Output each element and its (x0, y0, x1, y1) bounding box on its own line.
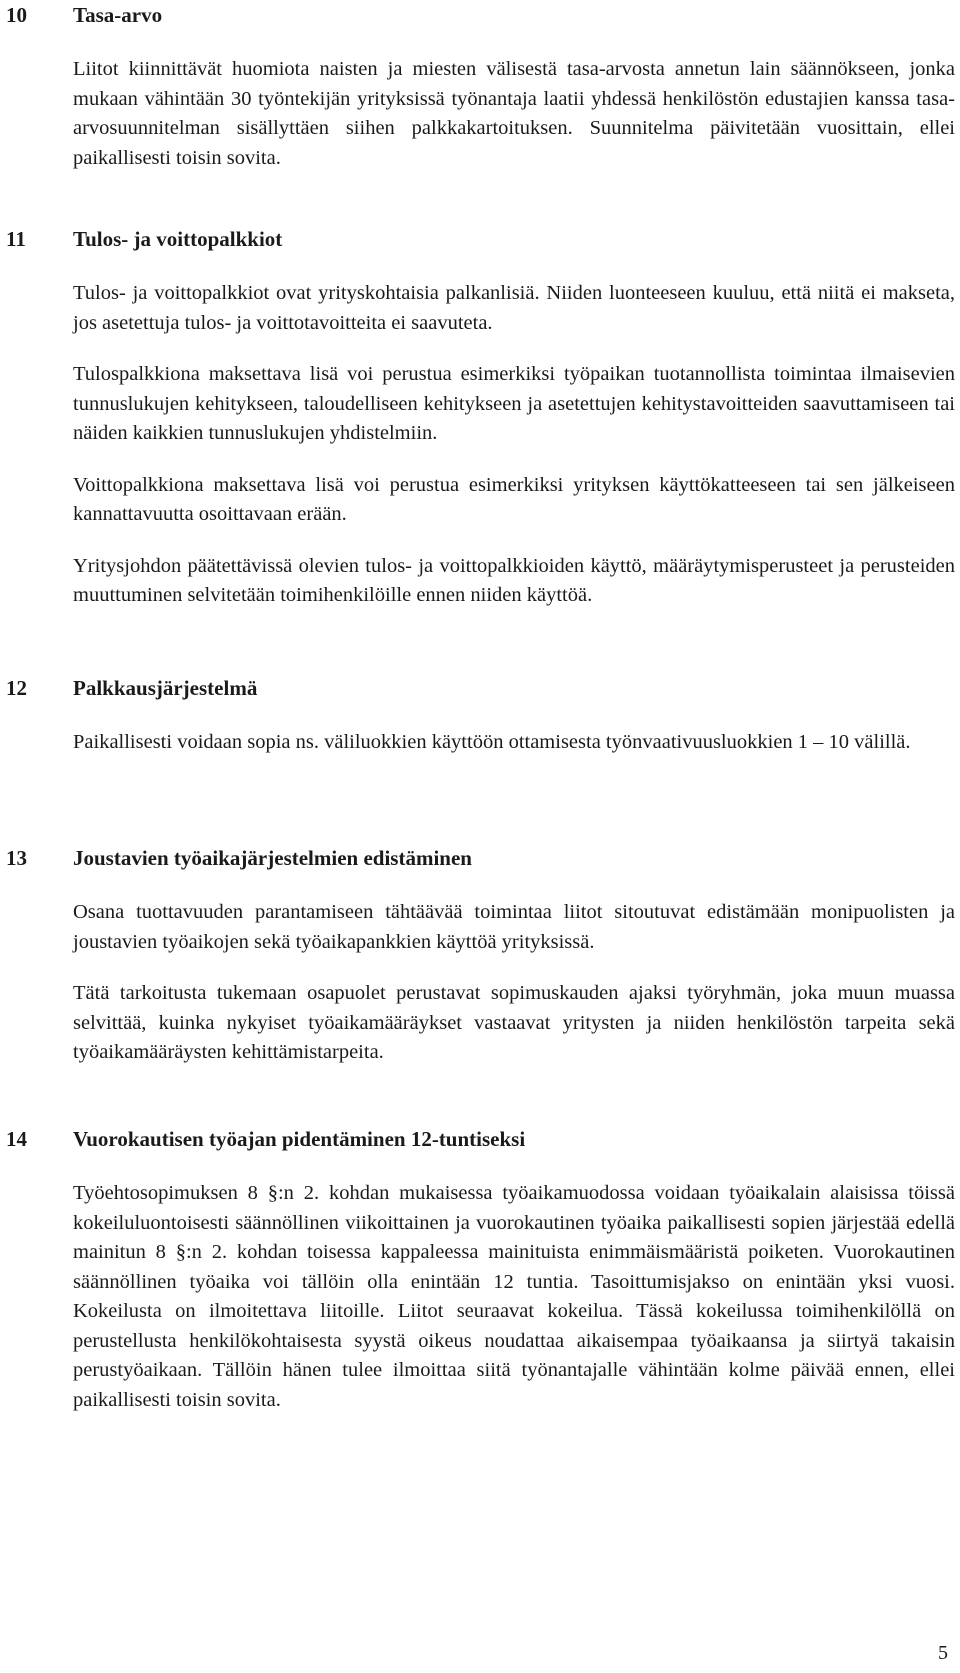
section-number: 12 (6, 676, 27, 700)
section-14 (0, 1124, 960, 1415)
section-number: 11 (6, 227, 26, 251)
section-number: 10 (6, 3, 27, 27)
section-heading (0, 0, 960, 30)
section-heading (0, 224, 960, 254)
page-number: 5 (938, 1642, 948, 1664)
section-number: 14 (6, 1127, 27, 1151)
paragraph: Työehtosopimuksen 8 §:n 2. kohdan mukaisessa työaikamuodossa voidaan työaikalain alaisissa töissä kokeiluluontoisesti säännöllinen viikoittainen ja vuorokautinen työaika paikallisesti sopien järjestää edellä mainitun 8 §:n 2. kohdan toisessa kappaleessa mainituista enimmäismääristä poiketen. Vuorokautinen säännöllinen työaika voi tällöin olla enintään 12 tuntia. Tasoittumisjakso on enintään yksi vuosi. Kokeilusta on ilmoitettava liitoille. Liitot seuraavat kokeilua. Tässä kokeilussa toimihenkilöllä on perustellusta henkilökohtaisesta syystä oikeus noudattaa aikaisempaa työaikaansa ja siirtyä takaisin perustyöaikaan. Tällöin hänen tulee ilmoittaa siitä työnantajalle vähintään kolme päivää ennen, ellei paikallisesti toisin sovita. (73, 1182, 955, 1411)
section-12 (0, 673, 960, 758)
paragraph: Tulos- ja voittopalkkiot ovat yrityskohtaisia palkanlisiä. Niiden luonteeseen kuuluu, että niitä ei makseta, jos asetettuja tulos- ja voittotavoitteita ei saavuteta. (73, 282, 955, 334)
section-title: Tasa-arvo (73, 3, 163, 27)
paragraph: Paikallisesti voidaan sopia ns. väliluokkien käyttöön ottamisesta työnvaativuusluokkien 1 – 10 välillä. (73, 731, 911, 753)
paragraph: Voittopalkkiona maksettava lisä voi perustua esimerkiksi yrityksen käyttökatteeseen tai sen jälkeiseen kannattavuutta osoittavaan erään. (73, 473, 955, 525)
paragraph: Yritysjohdon päätettävissä olevien tulos- ja voittopalkkioiden käyttö, määräytymisperusteet ja perusteiden muuttuminen selvitetään toimihenkilöille ennen niiden käyttöä. (73, 554, 955, 606)
section-heading (0, 1124, 960, 1154)
section-title: Vuorokautisen työajan pidentäminen 12-tuntiseksi (73, 1127, 526, 1151)
section-heading (0, 673, 960, 703)
section-11 (0, 224, 960, 611)
section-13 (0, 843, 960, 1068)
section-heading (0, 843, 960, 873)
section-number: 13 (6, 846, 27, 870)
section-title: Tulos- ja voittopalkkiot (73, 227, 283, 251)
paragraph: Osana tuottavuuden parantamiseen tähtäävää toimintaa liitot sitoutuvat edistämään monipuolisten ja joustavien työaikojen sekä työaikapankkien käyttöä yrityksissä. (73, 901, 955, 953)
paragraph: Tulospalkkiona maksettava lisä voi perustua esimerkiksi työpaikan tuotannollista toimintaa ilmaisevien tunnuslukujen kehitykseen, taloudelliseen kehitykseen ja asetettujen kehitystavoitteiden saavuttamiseen tai näiden kaikkien tunnuslukujen yhdistelmiin. (73, 363, 955, 444)
section-10 (0, 0, 960, 173)
paragraph: Tätä tarkoitusta tukemaan osapuolet perustavat sopimuskauden ajaksi työryhmän, joka muun muassa selvittää, kuinka nykyiset työaikamääräykset vastaavat yritysten ja niiden henkilöstön tarpeita sekä työaikamääräysten kehittämistarpeita. (73, 982, 955, 1063)
paragraph: Liitot kiinnittävät huomiota naisten ja miesten välisestä tasa-arvosta annetun lain säännökseen, jonka mukaan vähintään 30 työntekijän yrityksissä työnantaja laatii yhdessä henkilöstön edustajien kanssa tasa-arvosuunnitelman sisällyttäen siihen palkkakartoituksen. Suunnitelma päivitetään vuosittain, ellei paikallisesti toisin sovita. (73, 58, 955, 169)
section-title: Joustavien työaikajärjestelmien edistäminen (73, 846, 472, 870)
section-title: Palkkausjärjestelmä (73, 676, 258, 700)
